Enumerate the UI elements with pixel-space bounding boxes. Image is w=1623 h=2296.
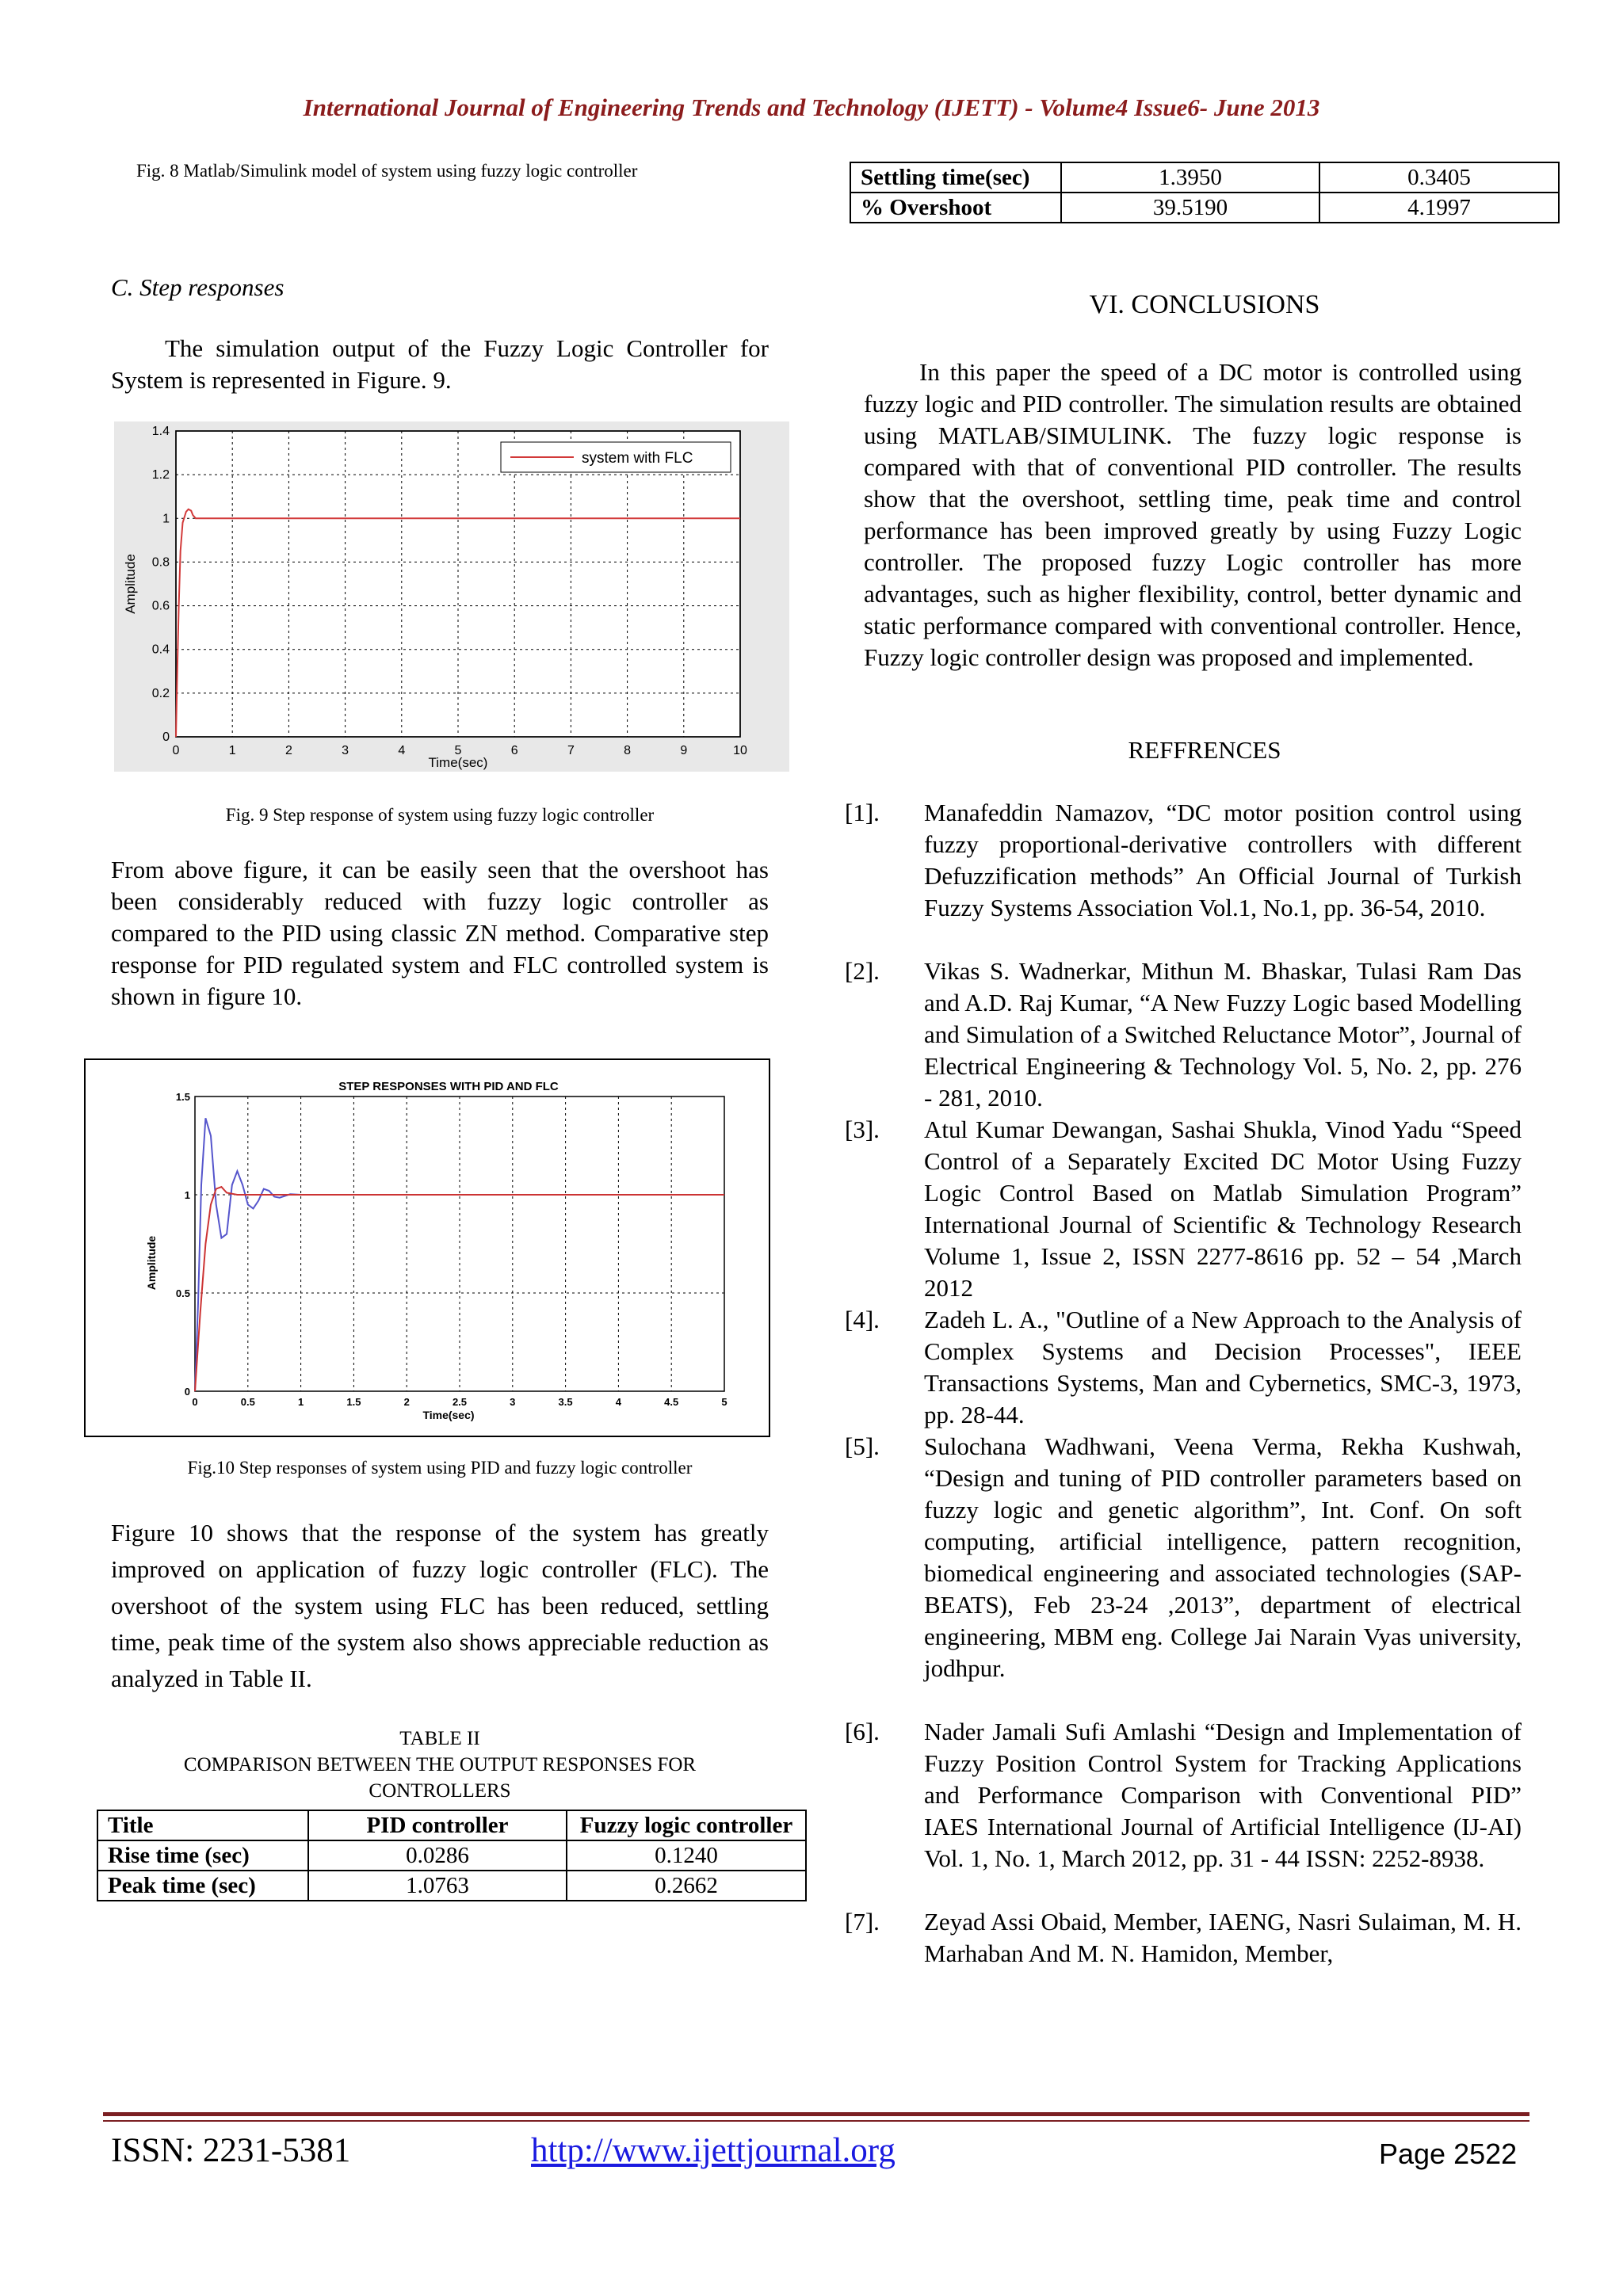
- table-cell-fuzzy: 4.1997: [1319, 193, 1559, 223]
- fig9-x-tick-label: 2: [285, 744, 292, 757]
- table-ii-subtitle-1: COMPARISON BETWEEN THE OUTPUT RESPONSES FOR: [183, 1754, 697, 1775]
- fig10-x-tick-label: 1.5: [346, 1396, 361, 1408]
- fig9-x-tick-label: 0: [172, 744, 180, 757]
- reference-text: Atul Kumar Dewangan, Sashai Shukla, Vinod Yadu “Speed Control of a Separately Excited DC Motor Using Fuzzy Logic Control Based on Matlab Simulation Program” International Journal of Scientific & Technology Research Volume 1, Issue 2, ISSN 2277-8616 pp. 52 – 54 ,March 2012: [924, 1116, 1522, 1302]
- reference-text: Sulochana Wadhwani, Veena Verma, Rekha Kushwah, “Design and tuning of PID controller parameters based on fuzzy logic and genetic algorithm”, Int. Conf. On soft computing, artificial intelligence, pattern recognition, biomedical engineering and associated technologies (SAP-BEATS), Feb 23-24 ,2013”, department of electrical engineering, MBM eng. College Jai Narain Vyas university, jodhpur.: [924, 1432, 1522, 1682]
- comparison-table-part2: [850, 162, 1560, 223]
- fig9-y-tick-label: 0.4: [151, 643, 170, 657]
- paragraph-1: The simulation output of the Fuzzy Logic Controller for System is represented in Figure. 9.: [111, 334, 769, 394]
- table-row: [850, 193, 1559, 223]
- table-row: [97, 1871, 806, 1901]
- fig9-xlabel: Time(sec): [428, 755, 488, 770]
- fig10-x-tick-label: 1: [297, 1396, 304, 1408]
- table-ii-heading: [111, 1726, 769, 1804]
- fig9-y-tick-label: 1.4: [151, 425, 170, 438]
- reference-text: Nader Jamali Sufi Amlashi “Design and Implementation of Fuzzy Position Control System for Tracking Applications and Performance Comparison with Conventional PID” IAES International Journal of Artificial Intelligence (IJ-AI) Vol. 1, No. 1, March 2012, pp. 31 - 44 ISSN: 2252-8938.: [924, 1718, 1522, 1872]
- table-row: [850, 162, 1559, 193]
- table-ii-title: TABLE II: [399, 1728, 480, 1749]
- footer-issn: ISSN: 2231-5381: [111, 2132, 351, 2169]
- table-row-label: % Overshoot: [850, 193, 1061, 223]
- fig8-caption: Fig. 8 Matlab/Simulink model of system using fuzzy logic controller: [136, 161, 638, 181]
- fig9-x-tick-label: 4: [398, 744, 406, 757]
- fig9-legend-label: system with FLC: [582, 450, 693, 467]
- table-cell-pid: 0.0286: [308, 1840, 567, 1871]
- section-c-heading: C. Step responses: [111, 273, 285, 301]
- fig9-y-tick-label: 0.2: [151, 686, 170, 700]
- fig10-x-tick-label: 4.5: [664, 1396, 679, 1408]
- reference-number: [2].: [845, 957, 880, 985]
- table-row-label: Rise time (sec): [97, 1840, 308, 1871]
- comparison-table-part1: [97, 1810, 807, 1901]
- footer-url-link[interactable]: http://www.ijettjournal.org: [531, 2132, 896, 2169]
- reference-text: Vikas S. Wadnerkar, Mithun M. Bhaskar, Tulasi Ram Das and A.D. Raj Kumar, “A New Fuzzy Logic based Modelling and Simulation of a Switched Reluctance Motor”, Journal of Electrical Engineering & Technology Vol. 5, No. 2, pp. 276 - 281, 2010.: [924, 957, 1522, 1112]
- fig10-xlabel: Time(sec): [422, 1409, 475, 1421]
- footer-rule-thin: [103, 2120, 1529, 2122]
- table-col-title: Title: [97, 1810, 308, 1840]
- table-cell-pid: 39.5190: [1061, 193, 1319, 223]
- reference-text: Manafeddin Namazov, “DC motor position control using fuzzy proportional-derivative controllers with different Defuzzification methods” An Official Journal of Turkish Fuzzy Systems Association Vol.1, No.1, pp. 36-54, 2010.: [924, 799, 1522, 921]
- fig10-y-tick-label: 0: [184, 1386, 190, 1398]
- fig10-caption: Fig.10 Step responses of system using PID and fuzzy logic controller: [187, 1458, 693, 1478]
- fig9-y-tick-label: 0: [162, 730, 170, 744]
- reference-number: [5].: [845, 1432, 880, 1460]
- table-col-fuzzy: Fuzzy logic controller: [567, 1810, 806, 1840]
- table-header-row: [97, 1810, 806, 1840]
- reference-number: [4].: [845, 1306, 880, 1333]
- fig10-x-tick-label: 2: [403, 1396, 410, 1408]
- fig10-x-tick-label: 0.5: [240, 1396, 255, 1408]
- fig9-x-tick-label: 5: [454, 744, 462, 757]
- fig10-y-tick-label: 1.5: [175, 1091, 190, 1103]
- fig9-x-tick-label: 7: [567, 744, 575, 757]
- fig10-x-tick-label: 5: [721, 1396, 727, 1408]
- fig9-x-tick-label: 9: [680, 744, 688, 757]
- table-row-label: Peak time (sec): [97, 1871, 308, 1901]
- fig9-chart: [114, 421, 789, 772]
- table-ii-subtitle-2: CONTROLLERS: [369, 1780, 511, 1802]
- conclusions-text: In this paper the speed of a DC motor is controlled using fuzzy logic and PID controller. The simulation results are obtained using MATLAB/SIMULINK. The fuzzy logic response is compared with that of conventional PID controller. The results show that the overshoot, settling time, peak time and control performance has been improved greatly by using Fuzzy Logic controller. The proposed fuzzy Logic controller has more advantages, such as higher flexibility, control, better dynamic and static performance compared with conventional controller. Hence, Fuzzy logic controller design was proposed and implemented.: [864, 358, 1522, 671]
- fig10-x-tick-label: 3.5: [558, 1396, 573, 1408]
- table-cell-fuzzy: 0.3405: [1319, 162, 1559, 193]
- fig9-x-tick-label: 1: [228, 744, 236, 757]
- references-title: REFFRENCES: [1128, 736, 1281, 764]
- references-list: [845, 797, 1522, 2033]
- fig10-y-tick-label: 1: [184, 1189, 190, 1201]
- fig9-x-tick-label: 6: [510, 744, 518, 757]
- table-cell-pid: 1.3950: [1061, 162, 1319, 193]
- reference-text: Zadeh L. A., "Outline of a New Approach to the Analysis of Complex Systems and Decision Processes", IEEE Transactions Systems, Man and Cybernetics, SMC-3, 1973, pp. 28-44.: [924, 1306, 1522, 1428]
- fig10-title: STEP RESPONSES WITH PID AND FLC: [338, 1080, 559, 1093]
- fig10-chart: [84, 1058, 770, 1437]
- table-cell-fuzzy: 0.1240: [567, 1840, 806, 1871]
- fig9-y-tick-label: 1: [162, 512, 170, 526]
- reference-number: [3].: [845, 1116, 880, 1143]
- fig10-y-tick-label: 0.5: [175, 1287, 190, 1299]
- table-col-pid: PID controller: [308, 1810, 567, 1840]
- reference-number: [6].: [845, 1718, 880, 1745]
- fig9-y-tick-label: 0.8: [151, 555, 170, 570]
- fig9-ylabel: Amplitude: [123, 554, 138, 614]
- conclusions-title: VI. CONCLUSIONS: [1089, 290, 1320, 319]
- fig9-caption: Fig. 9 Step response of system using fuzzy logic controller: [225, 805, 655, 825]
- footer-page-number: Page 2522: [1379, 2138, 1518, 2170]
- reference-number: [1].: [845, 799, 880, 826]
- fig10-x-tick-label: 0: [192, 1396, 198, 1408]
- reference-text: Zeyad Assi Obaid, Member, IAENG, Nasri Sulaiman, M. H. Marhaban And M. N. Hamidon, Member,: [924, 1908, 1522, 1967]
- table-cell-pid: 1.0763: [308, 1871, 567, 1901]
- fig10-x-tick-label: 3: [510, 1396, 516, 1408]
- table-cell-fuzzy: 0.2662: [567, 1871, 806, 1901]
- fig10-ylabel: Amplitude: [145, 1235, 158, 1291]
- fig9-y-tick-label: 1.2: [151, 468, 170, 482]
- fig10-x-tick-label: 4: [615, 1396, 622, 1408]
- fig9-x-tick-label: 3: [342, 744, 349, 757]
- journal-header: International Journal of Engineering Trends and Technology (IJETT) - Volume4 Issue6- June 2013: [303, 93, 1320, 121]
- reference-number: [7].: [845, 1908, 880, 1936]
- fig9-x-tick-label: 8: [624, 744, 632, 757]
- table-row: [97, 1840, 806, 1871]
- table-row-label: Settling time(sec): [850, 162, 1061, 193]
- paragraph-3: Figure 10 shows that the response of the system has greatly improved on application of fuzzy logic controller (FLC). The overshoot of the system using FLC has been reduced, settling time, peak time of the system also shows appreciable reduction as analyzed in Table II.: [111, 1519, 769, 1692]
- paragraph-2: From above figure, it can be easily seen that the overshoot has been considerably reduced with fuzzy logic controller as compared to the PID using classic ZN method. Comparative step response for PID regulated system and FLC controlled system is shown in figure 10.: [111, 856, 769, 1010]
- footer-rule-thick: [103, 2112, 1529, 2116]
- fig9-y-tick-label: 0.6: [151, 599, 170, 613]
- fig10-x-tick-label: 2.5: [452, 1396, 468, 1408]
- fig9-x-tick-label: 10: [733, 744, 747, 757]
